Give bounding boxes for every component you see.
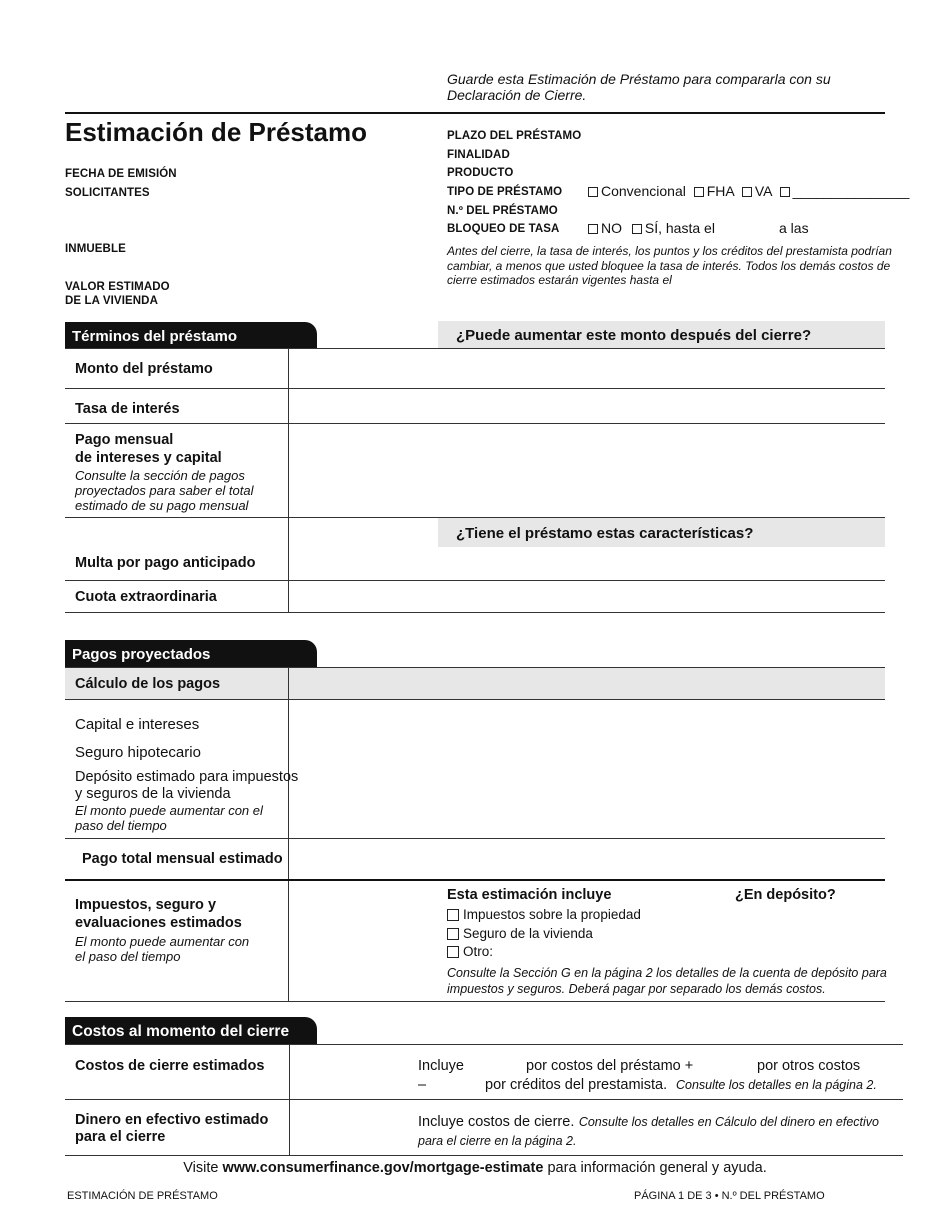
numero-label: N.º DEL PRÉSTAMO <box>447 205 558 217</box>
rule <box>65 838 885 839</box>
checkbox-seguro[interactable] <box>447 928 459 940</box>
rule <box>65 1099 903 1100</box>
bloqueo-alas: a las <box>779 220 809 236</box>
question-caracteristicas-bar: ¿Tiene el préstamo estas características? <box>438 518 885 547</box>
deposito-block: Depósito estimado para impuestos y seguros de la vivienda El monto puede aumentar con el paso del tiempo <box>75 769 299 833</box>
rate-lock-disclaimer: Antes del cierre, la tasa de interés, los puntos y los créditos del prestamista podrían cambiar, a menos que usted bloquee la tasa de interés. Todos los demás costos de cierre estimados estarán vigentes hasta el <box>447 244 892 287</box>
save-note: Guarde esta Estimación de Préstamo para compararla con su Declaración de Cierre. <box>447 71 831 103</box>
header-divider <box>65 112 885 114</box>
pago-mensual-block: Pago mensual de intereses y capital Consulte la sección de pagos proyectados para saber el total estimado de su pago mensual <box>75 432 254 513</box>
rule <box>65 1001 885 1002</box>
checkbox-fha[interactable] <box>694 187 704 197</box>
rule <box>65 699 885 700</box>
total-label: Pago total mensual estimado <box>82 851 283 867</box>
bloqueo-label: BLOQUEO DE TASA <box>447 223 560 235</box>
inmueble-label: INMUEBLE <box>65 243 126 255</box>
rule <box>65 1155 903 1156</box>
tipo-options: Convencional FHA VA _______________ <box>588 183 909 199</box>
producto-label: PRODUCTO <box>447 167 514 179</box>
dinero-desc: Incluye costos de cierre. Consulte los detalles en Cálculo del dinero en efectivo para el cierre en la página 2. <box>418 1114 879 1148</box>
checkbox-impuestos[interactable] <box>447 909 459 921</box>
impuestos-block: Impuestos, seguro y evaluaciones estimados El monto puede aumentar con el paso del tiempo <box>75 897 250 964</box>
valor-estimado-label: VALOR ESTIMADO DE LA VIVIENDA <box>65 281 170 307</box>
page-title: Estimación de Préstamo <box>65 117 367 147</box>
option-seguro: Seguro de la vivienda <box>447 926 593 941</box>
deposito-nota: Consulte la Sección G en la página 2 los detalles de la cuenta de depósito para impuestos y seguros. Deberá pagar por separado los demás costos. <box>447 966 887 996</box>
incluye-header: Esta estimación incluye <box>447 887 612 903</box>
monto-label: Monto del préstamo <box>75 361 213 377</box>
cfpb-link[interactable]: www.consumerfinance.gov/mortgage-estimate <box>222 1160 544 1176</box>
terminos-tab: Términos del préstamo <box>65 322 317 349</box>
footer-right: PÁGINA 1 DE 3 • N.º DEL PRÉSTAMO <box>634 1190 825 1202</box>
solicitantes-label: SOLICITANTES <box>65 187 150 199</box>
bloqueo-options: NO SÍ, hasta el <box>588 220 715 236</box>
checkbox-convencional[interactable] <box>588 187 598 197</box>
checkbox-bloqueo-no[interactable] <box>588 224 598 234</box>
option-impuestos: Impuestos sobre la propiedad <box>447 907 641 922</box>
rule <box>65 388 885 389</box>
costos-tab: Costos al momento del cierre <box>65 1017 317 1045</box>
total-rule <box>65 879 885 881</box>
checkbox-va[interactable] <box>742 187 752 197</box>
rule <box>65 580 885 581</box>
rule <box>65 423 885 424</box>
multa-label: Multa por pago anticipado <box>75 555 256 571</box>
costos-cierre-label: Costos de cierre estimados <box>75 1058 265 1074</box>
footer-left: ESTIMACIÓN DE PRÉSTAMO <box>67 1190 218 1202</box>
cuota-label: Cuota extraordinaria <box>75 589 217 605</box>
checkbox-otro-tipo[interactable] <box>780 187 790 197</box>
fecha-emision-label: FECHA DE EMISIÓN <box>65 168 177 180</box>
tipo-label: TIPO DE PRÉSTAMO <box>447 186 563 198</box>
calculo-label: Cálculo de los pagos <box>75 676 221 692</box>
rule <box>65 612 885 613</box>
finalidad-label: FINALIDAD <box>447 149 510 161</box>
terminos-top-rule <box>65 348 885 349</box>
dinero-block: Dinero en efectivo estimado para el cierre <box>75 1112 269 1145</box>
seguro-label: Seguro hipotecario <box>75 744 201 761</box>
option-otro: Otro: <box>447 944 493 959</box>
question-aumentar-bar: ¿Puede aumentar este monto después del cierre? <box>438 321 885 348</box>
costos-top-rule <box>65 1044 903 1045</box>
capital-label: Capital e intereses <box>75 716 200 733</box>
pagos-tab: Pagos proyectados <box>65 640 317 667</box>
checkbox-otro[interactable] <box>447 946 459 958</box>
checkbox-bloqueo-si[interactable] <box>632 224 642 234</box>
costos-column-divider <box>289 1044 290 1156</box>
en-deposito-header: ¿En depósito? <box>735 887 836 903</box>
footer-visit-line: Visite www.consumerfinance.gov/mortgage-estimate para información general y ayuda. <box>183 1160 767 1176</box>
plazo-label: PLAZO DEL PRÉSTAMO <box>447 130 582 142</box>
pagos-column-divider <box>288 667 289 1002</box>
tasa-label: Tasa de interés <box>75 401 180 417</box>
